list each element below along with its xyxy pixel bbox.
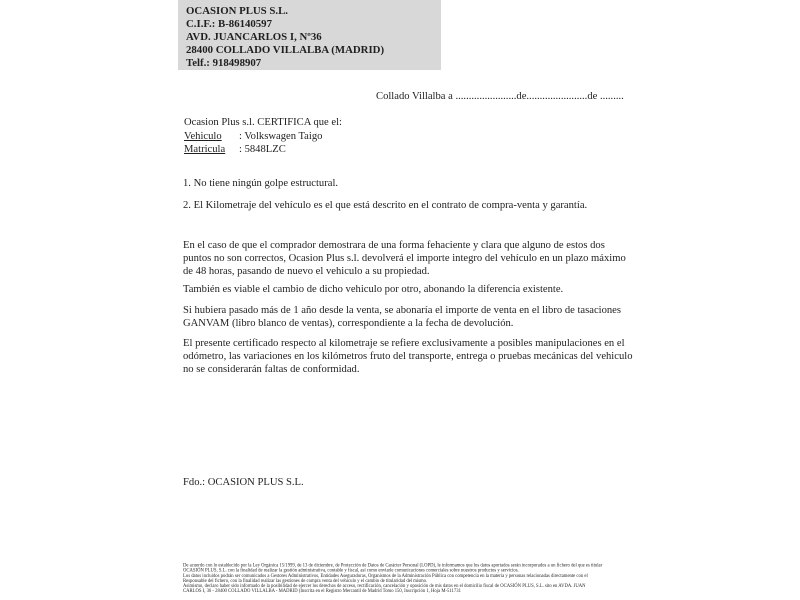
vehicle-value: : Volkswagen Taigo <box>239 131 323 142</box>
company-phone: Telf.: 918498907 <box>186 57 262 69</box>
legal-line: CARLOS I, 36 - 28400 COLLADO VILLALBA - MADRID (Inscrita en el Registro Mercantil de Madrid Tomo 150, Inscripción 1, Hoja M-511731 <box>183 588 461 594</box>
plate-value: : 5848LZC <box>239 144 286 155</box>
plate-label: Matricula <box>184 144 226 155</box>
plate-line <box>184 144 286 155</box>
date-line: Collado Villalba a .......................de.......................de ......... <box>376 91 624 102</box>
company-header-block <box>178 0 441 70</box>
certified-point-1: 1. No tiene ningún golpe estructural. <box>183 178 339 189</box>
paragraph-odometer-disclaimer: El presente certificado respecto al kilometraje se refiere exclusivamente a posibles manipulaciones en el odómetro, las variaciones en los kilómetros fruto del transporte, entrega o pruebas mecánicas del vehiculo no se considerarán faltas de conformidad. <box>183 338 633 375</box>
legal-line: Asimismo, declaro haber sido informado de la posibilidad de ejercer los derechos de acceso, rectificación, cancelación y oposición de mis datos en el domicilio fiscal de OCASIÓN PLUS, S.L. sito en AVDA. JUAN <box>183 583 586 589</box>
legal-line: Responsable del fichero, con la finalidad realizar las gestiones de compra venta del vehículo y el cambio de titularidad del mismo. <box>183 578 428 584</box>
company-address: AVD. JUANCARLOS I, Nº36 <box>186 31 322 43</box>
certified-point-2: 2. El Kilometraje del vehículo es el que está descrito en el contrato de compra-venta y garantía. <box>183 200 588 211</box>
company-city: 28400 COLLADO VILLALBA (MADRID) <box>186 44 385 56</box>
paragraph-ganvam-valuation: Si hubiera pasado más de 1 año desde la venta, se abonaría el importe de venta en el libro de tasaciones GANVAM (libro blanco de ventas), correspondiente a la fecha de devolución. <box>183 305 622 329</box>
vehicle-label: Vehiculo <box>184 131 222 142</box>
certification-intro: Ocasion Plus s.l. CERTIFICA que el: <box>184 117 342 128</box>
company-name: OCASION PLUS S.L. <box>186 5 288 17</box>
legal-fine-print <box>183 563 623 594</box>
legal-line: De acuerdo con lo establecido por la Ley Orgánica 15/1999, de 13 de diciembre, de Protección de Datos de Carácter Personal (LOPD), le informamos que los datos aportados serán incorporados a un fichero del que es titular <box>183 563 603 568</box>
company-cif: C.I.F.: B-86140597 <box>186 18 272 30</box>
paragraph-exchange-option: También es viable el cambio de dicho vehiculo por otro, abonando la diferencia existente. <box>183 284 564 295</box>
signature-line: Fdo.: OCASION PLUS S.L. <box>183 477 304 488</box>
legal-line: Los datos incluidos podrán ser comunicados a Gestores Administrativos, Entidades Aseguradoras, Organismos de la Administración Pública con competencia en la materia y personas relacionadas directamente con el <box>183 573 588 579</box>
paragraph-refund-terms: En el caso de que el comprador demostrara de una forma fehaciente y clara que alguno de estos dos puntos no son correctos, Ocasion Plus s.l. devolverá el importe integro del vehículo en un plazo máximo de 48 horas, pasando de nuevo el vehiculo a su propiedad. <box>183 240 626 277</box>
legal-line: OCASIÓN PLUS, S.L. con la finalidad de realizar la gestión administrativa, contable y fiscal, así como enviarle comunicaciones comerciales sobre nuestros productos y servicios. <box>183 568 519 574</box>
vehicle-line <box>184 131 322 142</box>
